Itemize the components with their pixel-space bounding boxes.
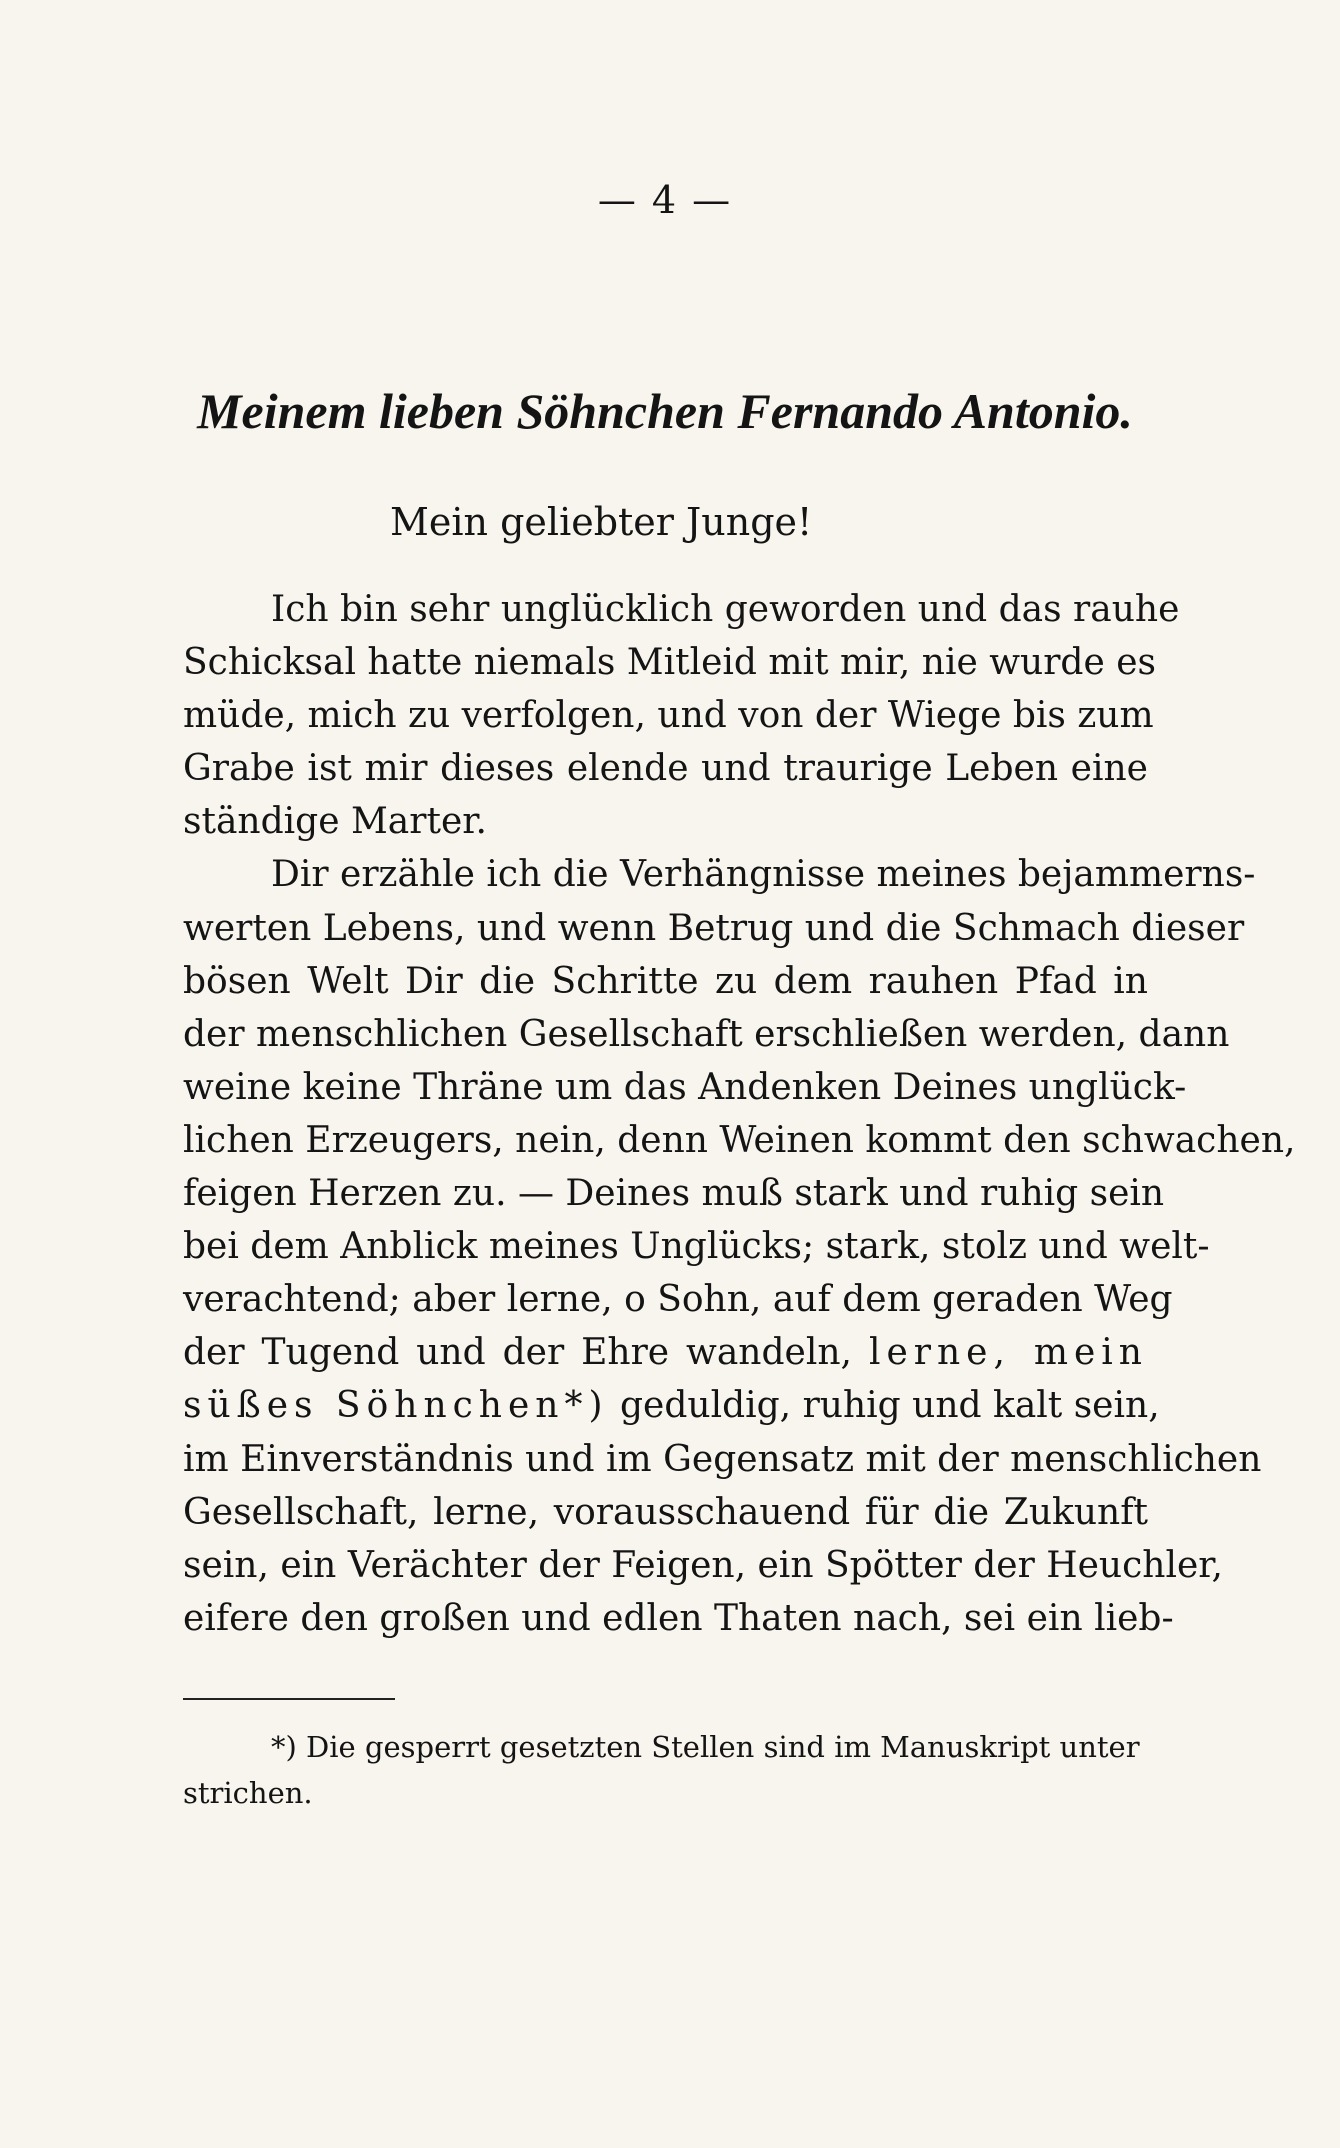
text-line: sein, ein Verächter der Feigen, ein Spötter der Heuchler, xyxy=(183,1544,1223,1586)
text-line: müde, mich zu verfolgen, und von der Wiege bis zum xyxy=(183,695,1154,737)
text-line: im Einverständnis und im Gegensatz mit der menschlichen xyxy=(183,1438,1262,1480)
letter-body xyxy=(183,583,1296,1645)
text-line: verachtend; aber lerne, o Sohn, auf dem geraden Weg xyxy=(183,1279,1173,1321)
dedication-heading: Meinem lieben Söhnchen Fernando Antonio. xyxy=(197,383,1133,439)
spaced-emphasis: lerne, mein xyxy=(868,1332,1148,1374)
text-line-with-emphasis xyxy=(183,1379,1160,1432)
spaced-emphasis: süßes Söhnchen*) xyxy=(183,1385,609,1427)
page-number: — 4 — xyxy=(597,178,733,222)
text-line: Ich bin sehr unglücklich geworden und das rauhe xyxy=(271,589,1180,630)
text-line: bei dem Anblick meines Unglücks; stark, stolz und welt- xyxy=(183,1226,1210,1268)
text-line: bösen Welt Dir die Schritte zu dem rauhen Pfad in xyxy=(183,960,1148,1002)
text-segment: geduldig, ruhig und kalt sein, xyxy=(619,1385,1160,1427)
text-line: feigen Herzen zu. — Deines muß stark und ruhig sein xyxy=(183,1173,1165,1215)
text-line: der menschlichen Gesellschaft erschließen werden, dann xyxy=(183,1013,1230,1055)
text-line-with-emphasis xyxy=(183,1326,1148,1379)
text-line: Dir erzähle ich die Verhängnisse meines bejammerns- xyxy=(271,854,1256,896)
footnote-line: *) Die gesperrt gesetzten Stellen sind im Manuskript unter xyxy=(271,1730,1140,1764)
text-line: ständige Marter. xyxy=(183,801,487,843)
footnote xyxy=(183,1724,1140,1816)
text-line: Grabe ist mir dieses elende und traurige Leben eine xyxy=(183,748,1148,790)
text-segment: der Tugend und der Ehre wandeln, xyxy=(183,1332,852,1374)
footnote-line: strichen. xyxy=(183,1776,313,1810)
text-line: Schicksal hatte niemals Mitleid mit mir, nie wurde es xyxy=(183,642,1157,684)
text-line: weine keine Thräne um das Andenken Deines unglück- xyxy=(183,1066,1187,1108)
text-line: lichen Erzeugers, nein, denn Weinen kommt den schwachen, xyxy=(183,1119,1296,1161)
text-line: Gesellschaft, lerne, vorausschauend für die Zukunft xyxy=(183,1491,1148,1533)
salutation: Mein geliebter Junge! xyxy=(390,500,813,544)
text-line: eifere den großen und edlen Thaten nach, sei ein lieb- xyxy=(183,1597,1174,1639)
text-line: werten Lebens, und wenn Betrug und die Schmach dieser xyxy=(183,907,1245,949)
footnote-divider xyxy=(183,1698,395,1700)
